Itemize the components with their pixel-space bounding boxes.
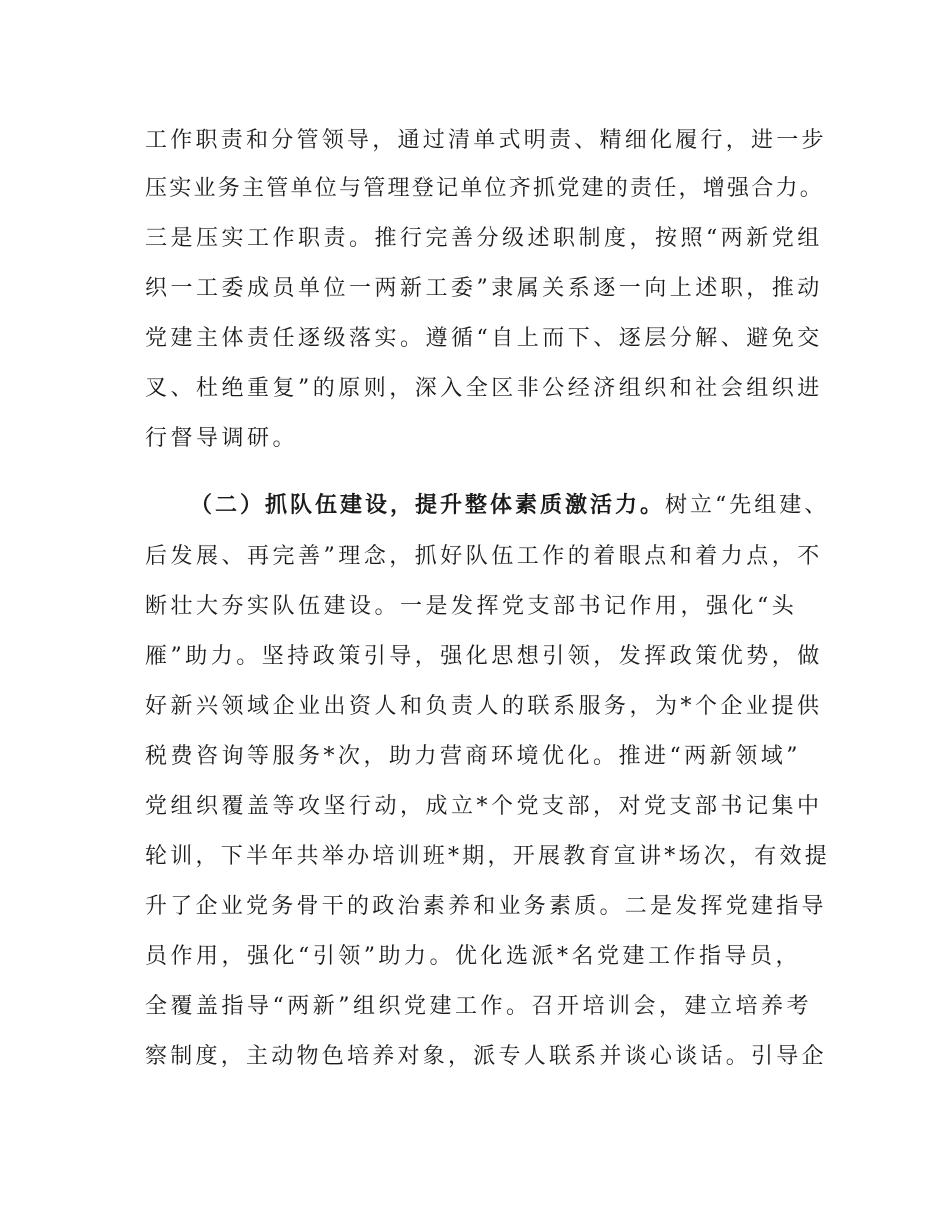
body-text-line: 行督导调研。	[145, 426, 299, 451]
body-text-line: 三是压实工作职责。推行完善分级述职制度，按照“两新党组	[145, 226, 823, 251]
section-heading: （二）抓队伍建设，提升整体素质激活力。	[190, 492, 666, 518]
section-heading-continuation: 树立“先组建、	[665, 493, 830, 518]
body-text-line: 工作职责和分管领导，通过清单式明责、精细化履行，进一步	[145, 128, 827, 153]
body-text-line: 察制度，主动物色培养对象，派专人联系并谈心谈话。引导企	[145, 1044, 827, 1069]
body-text-line: 升了企业党务骨干的政治素养和业务素质。二是发挥党建指导	[145, 894, 827, 919]
body-text-line: 税费咨询等服务*次，助力营商环境优化。推进“两新领域”	[145, 744, 801, 769]
body-text-line: 轮训，下半年共举办培训班*期，开展教育宣讲*场次，有效提	[145, 844, 831, 869]
body-text-line: 全覆盖指导“两新”组织党建工作。召开培训会，建立培养考	[145, 994, 812, 1019]
body-text-line: 压实业务主管单位与管理登记单位齐抓党建的责任，增强合力。	[145, 176, 825, 201]
body-text-line: 党组织覆盖等攻坚行动，成立*个党支部，对党支部书记集中	[145, 794, 823, 819]
body-text-line: 好新兴领域企业出资人和负责人的联系服务，为*个企业提供	[145, 694, 823, 719]
body-text-line: 断壮大夯实队伍建设。一是发挥党支部书记作用，强化“头	[145, 594, 798, 619]
body-text-line: 员作用，强化“引领”助力。优化选派*名党建工作指导员，	[145, 944, 801, 969]
section-heading-line	[190, 490, 829, 521]
body-text-line: 后发展、再完善”理念，抓好队伍工作的着眼点和着力点，不	[145, 544, 823, 569]
body-text-line: 叉、杜绝重复”的原则，深入全区非公经济组织和社会组织进	[145, 376, 823, 401]
body-text-line: 雁”助力。坚持政策引导，强化思想引领，发挥政策优势，做	[145, 644, 823, 669]
body-text-line: 党建主体责任逐级落实。遵循“自上而下、逐层分解、避免交	[145, 326, 823, 351]
body-text-line: 织一工委成员单位一两新工委”隶属关系逐一向上述职，推动	[145, 276, 823, 301]
